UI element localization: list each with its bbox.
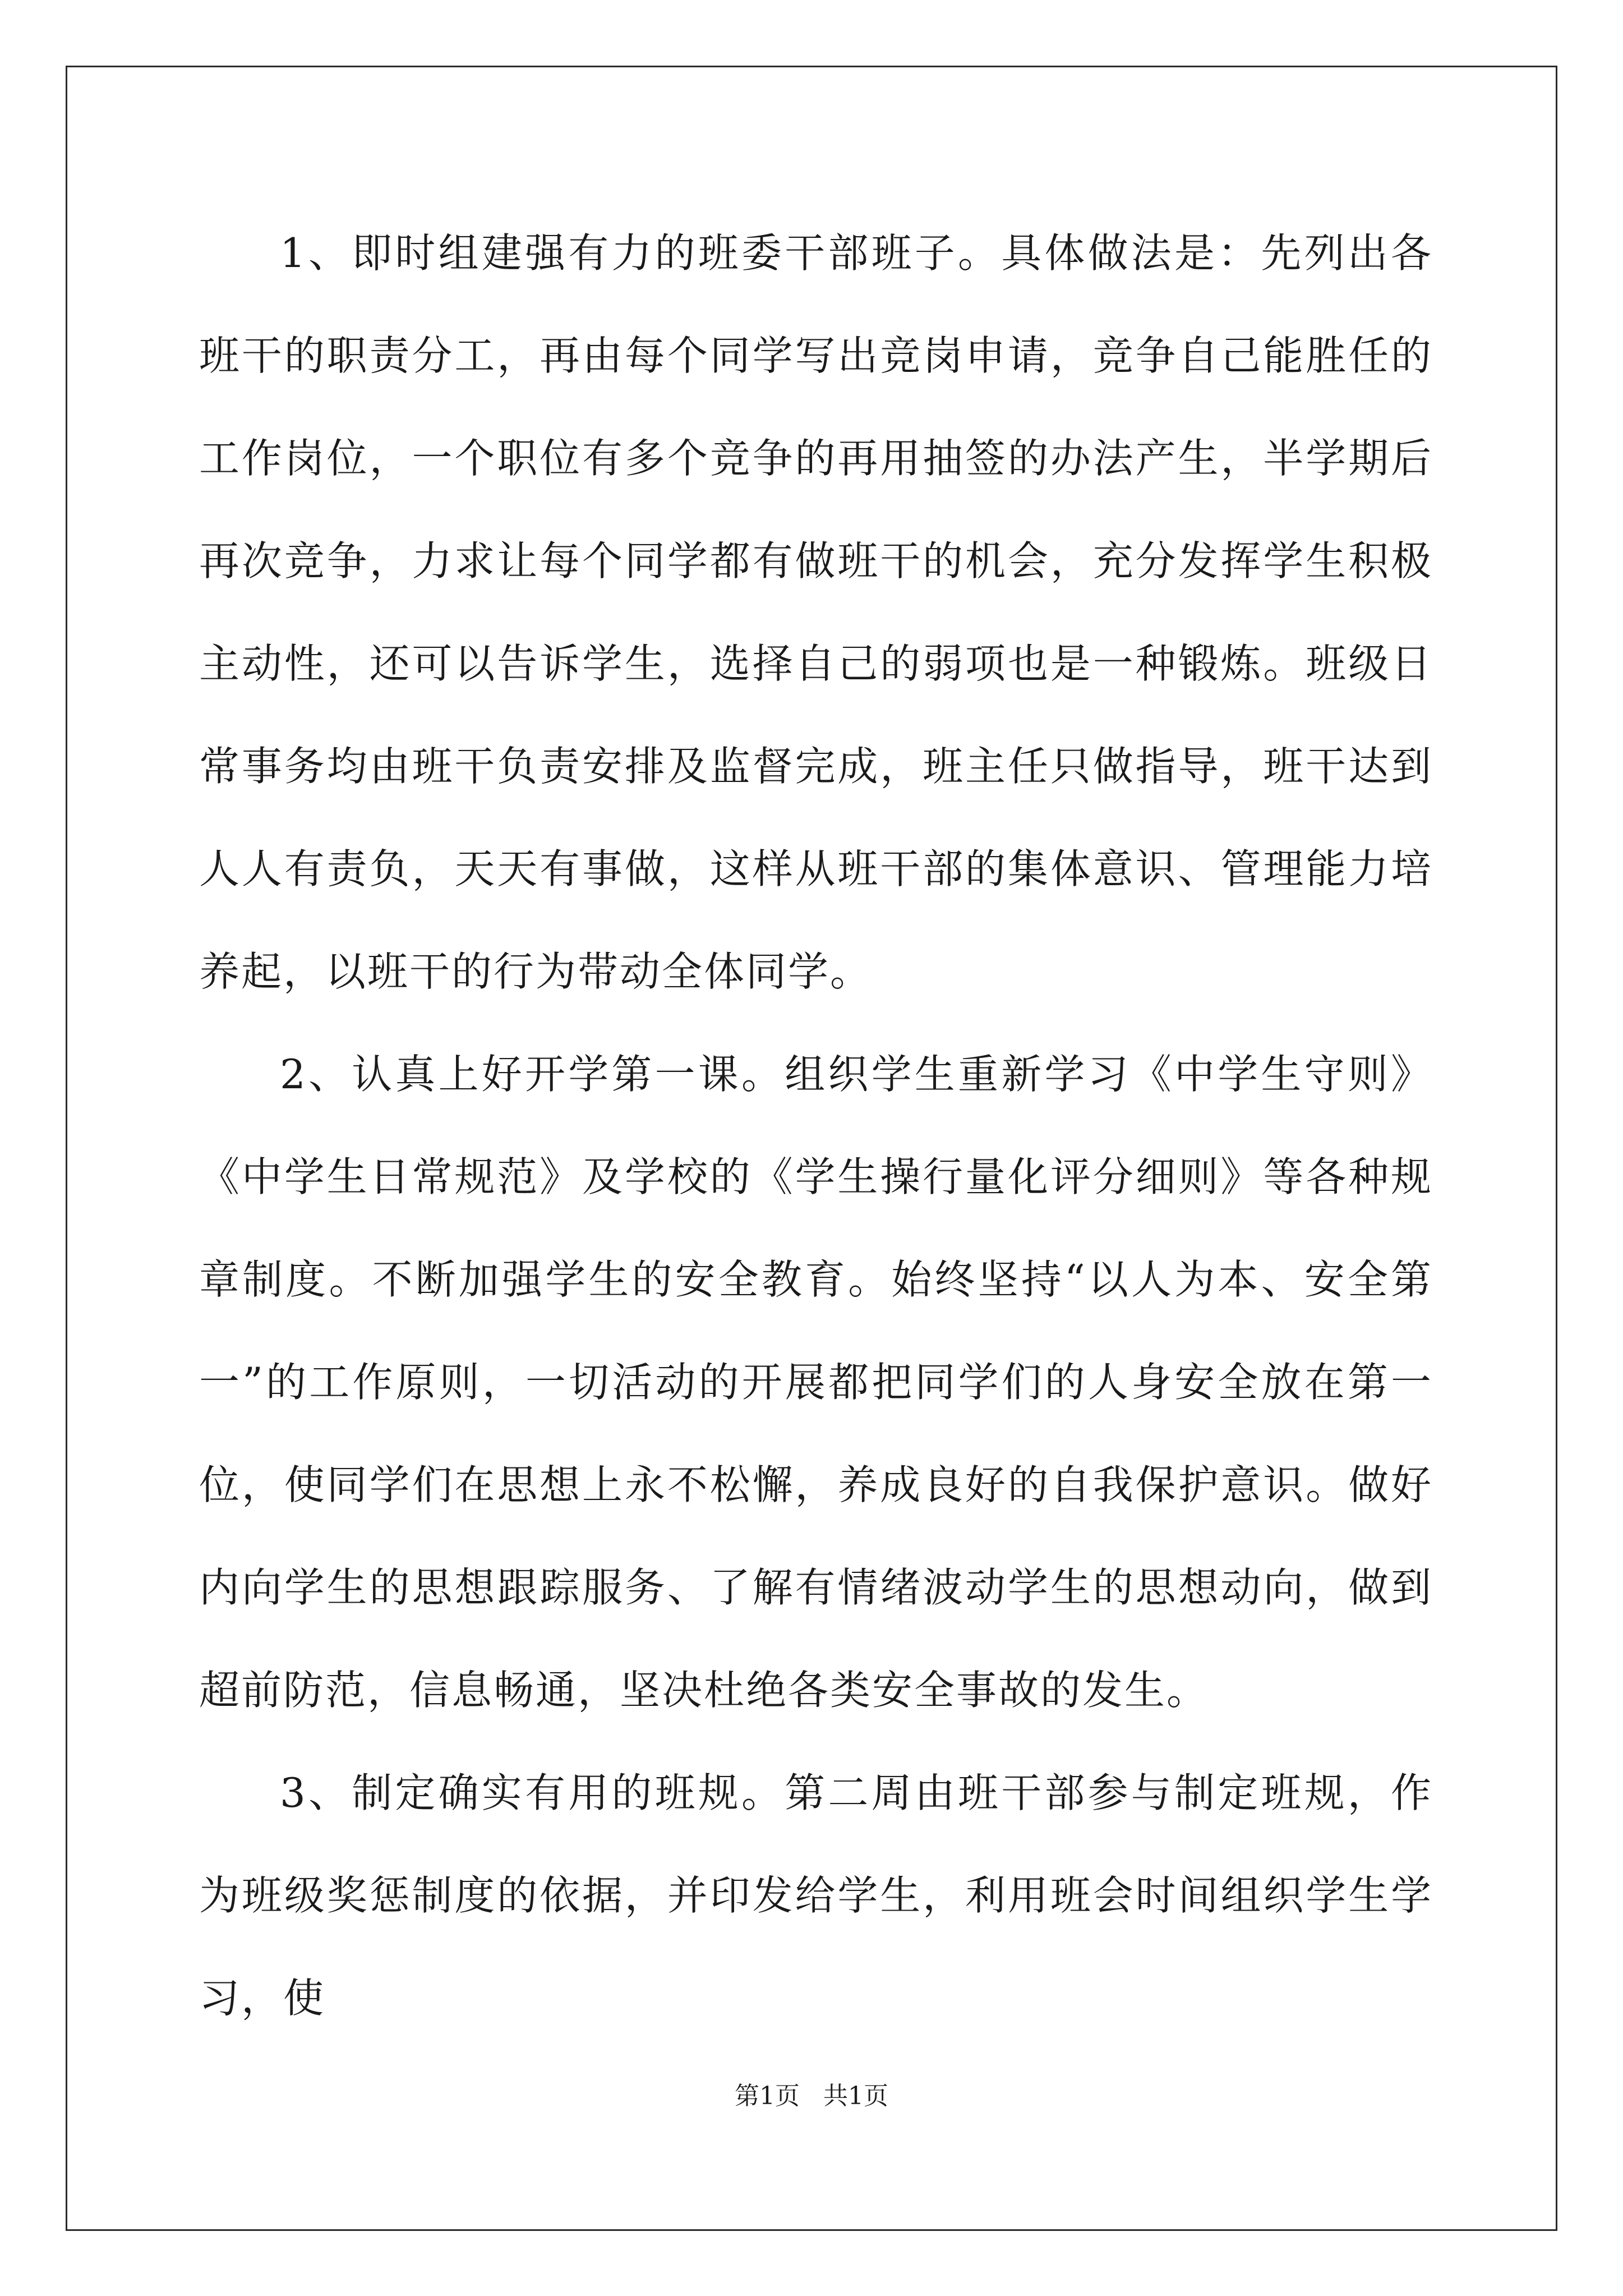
paragraph-2: 2、认真上好开学第一课。组织学生重新学习《中学生守则》《中学生日常规范》及学校的《学生操行量化评分细则》等各种规章制度。不断加强学生的安全教育。始终坚持“以人为本、安全第一”的工作原则，一切活动的开展都把同学们的人身安全放在第一位，使同学们在思想上永不松懈，养成良好的自我保护意识。做好内向学生的思想跟踪服务、了解有情绪波动学生的思想动向，做到超前防范，信息畅通，坚决杜绝各类安全事故的发生。 (199, 1051, 1433, 1714)
page-number-footer: 第1页 共1页 (735, 2082, 888, 2110)
paragraph-1: 1、即时组建强有力的班委干部班子。具体做法是：先列出各班干的职责分工，再由每个同学写出竞岗申请，竞争自己能胜任的工作岗位，一个职位有多个竞争的再用抽签的办法产生，半学期后再次竞争，力求让每个同学都有做班干的机会，充分发挥学生积极主动性，还可以告诉学生，选择自己的弱项也是一种锻炼。班级日常事务均由班干负责安排及监督完成，班主任只做指导，班干达到人人有责负，天天有事做，这样从班干部的集体意识、管理能力培养起，以班干的行为带动全体同学。 (199, 229, 1433, 995)
document-body (199, 202, 1433, 2050)
paragraph-3: 3、制定确实有用的班规。第二周由班干部参与制定班规，作为班级奖惩制度的依据，并印发给学生，利用班会时间组织学生学习，使 (199, 1769, 1433, 2022)
